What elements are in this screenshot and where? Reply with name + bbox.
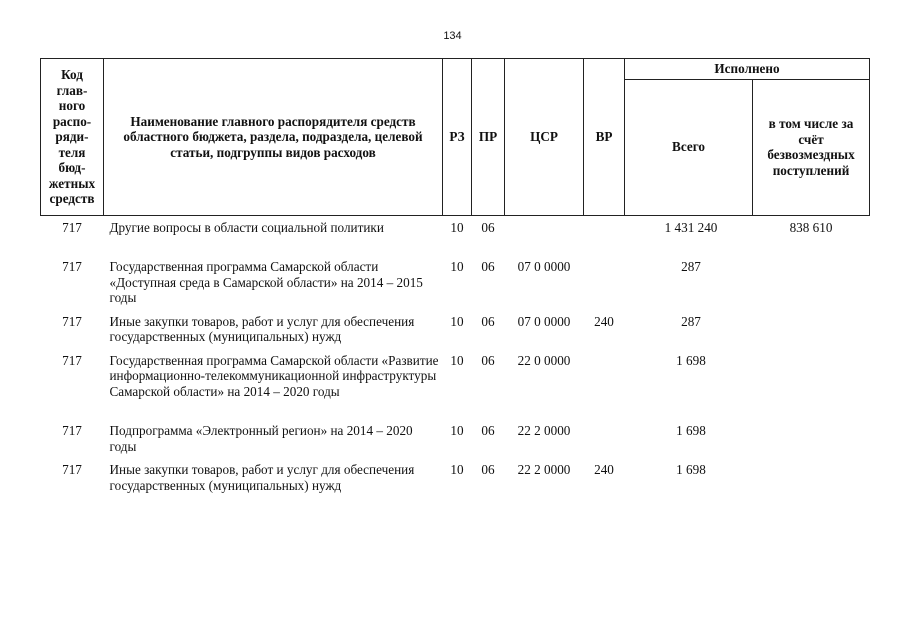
- cell-name: Подпрограмма «Электронный регион» на 2014 – 2020 годы: [109, 423, 413, 454]
- cell-pr: 06: [481, 313, 495, 329]
- cell-csr: 07 0 0000: [517, 259, 571, 274]
- cell-code: 717: [62, 423, 82, 438]
- cell-pr: 06: [481, 462, 495, 477]
- cell-vr: 240: [594, 313, 614, 329]
- table-body: [41, 215, 870, 493]
- cell-name: Государственная программа Самарской области «Доступная среда в Самарской области» на 2014 – 2015 годы: [109, 259, 423, 305]
- header-name: Наименование главного распорядителя средств областного бюджета, раздела, подраздела, целевой статьи, подгруппы видов расходов: [104, 59, 443, 216]
- cell-total: 1 698: [676, 462, 706, 477]
- cell-total: 1 698: [676, 352, 706, 368]
- cell-csr: 22 2 0000: [517, 423, 571, 438]
- header-csr: ЦСР: [505, 59, 584, 216]
- cell-rz: 10: [450, 313, 464, 329]
- cell-name: Иные закупки товаров, работ и услуг для обеспечения государственных (муниципальных) нужд: [109, 313, 415, 344]
- header-vr: ВР: [584, 59, 625, 216]
- cell-rz: 10: [450, 259, 464, 274]
- table-row: [41, 353, 870, 424]
- budget-execution-table: [40, 58, 870, 493]
- cell-gratuitous: [753, 353, 870, 424]
- cell-rz: 10: [450, 219, 464, 235]
- cell-pr: 06: [481, 423, 495, 438]
- table-row: [41, 314, 870, 353]
- cell-pr: 06: [481, 219, 495, 235]
- cell-pr: 06: [481, 352, 495, 368]
- cell-vr: [584, 353, 625, 424]
- cell-total: 287: [681, 313, 701, 329]
- cell-gratuitous: [753, 314, 870, 353]
- cell-vr: [584, 259, 625, 314]
- cell-vr: [584, 423, 625, 462]
- cell-gratuitous: [753, 462, 870, 493]
- cell-rz: 10: [450, 462, 464, 477]
- cell-csr: [505, 215, 584, 259]
- header-rz: РЗ: [443, 59, 472, 216]
- page-number: 134: [443, 30, 462, 42]
- cell-code: 717: [62, 462, 82, 477]
- cell-code: 717: [62, 219, 82, 235]
- cell-csr: 22 0 0000: [517, 352, 571, 368]
- cell-total: 1 431 240: [664, 219, 718, 235]
- cell-code: 717: [62, 352, 82, 368]
- cell-gratuitous: [753, 423, 870, 462]
- cell-csr: 22 2 0000: [517, 462, 571, 477]
- header-total: Всего: [625, 79, 753, 215]
- cell-pr: 06: [481, 259, 495, 274]
- cell-name: Государственная программа Самарской области «Развитие информационно-телекоммуникационной инфраструктуры Самарской области» на 2014 – 2020 годы: [109, 352, 439, 399]
- cell-name: Иные закупки товаров, работ и услуг для обеспечения государственных (муниципальных) нужд: [109, 462, 415, 493]
- table-row: [41, 215, 870, 259]
- cell-vr: [584, 215, 625, 259]
- header-code: Код глав- ного распо- ряди- теля бюд- жетных средств: [41, 59, 104, 216]
- cell-code: 717: [62, 259, 82, 274]
- cell-gratuitous: 838 610: [789, 219, 833, 235]
- cell-total: 287: [681, 259, 701, 274]
- cell-name: Другие вопросы в области социальной политики: [109, 219, 384, 235]
- table-row: [41, 259, 870, 314]
- cell-total: 1 698: [676, 423, 706, 438]
- table-row: [41, 423, 870, 462]
- cell-gratuitous: [753, 259, 870, 314]
- cell-vr: 240: [594, 462, 614, 477]
- cell-rz: 10: [450, 352, 464, 368]
- cell-csr: 07 0 0000: [517, 313, 571, 329]
- cell-code: 717: [62, 313, 82, 329]
- header-pr: ПР: [472, 59, 505, 216]
- table-header: [41, 59, 870, 216]
- table-row: [41, 462, 870, 493]
- header-gratuitous: в том числе за счёт безвозмездных поступлений: [753, 79, 870, 215]
- header-executed: Исполнено: [625, 59, 870, 80]
- cell-rz: 10: [450, 423, 464, 438]
